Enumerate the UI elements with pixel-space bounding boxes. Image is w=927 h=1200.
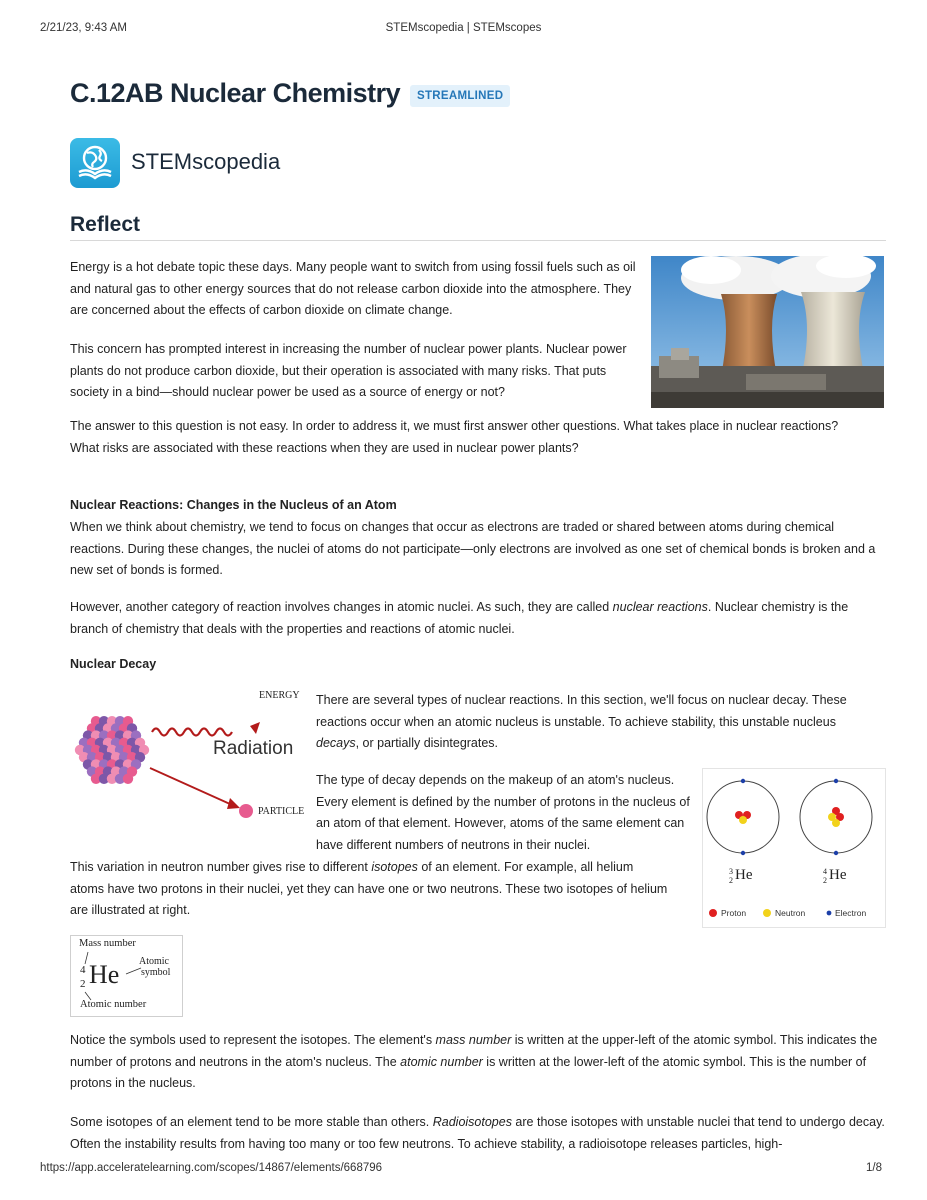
paragraph-symbols [70,1030,886,1095]
print-page-number: 1/8 [866,1162,882,1174]
he4-mass: 4 [823,867,827,876]
he4-number: 2 [823,876,827,885]
label-particle: PARTICLE [258,806,305,817]
term-atomic-number: atomic number [400,1054,483,1069]
paragraph-radioisotopes [70,1112,886,1155]
notation-symbol: He [89,960,120,989]
page-title: C.12AB Nuclear Chemistry [70,78,401,108]
text-span: . Nuclear chemistry is the branch of chemistry that deals with the properties and reactions of atomic nuclei. [70,600,849,636]
text-span: There are several types of nuclear reactions. In this section, we'll focus on nuclear decay. These reactions occur when an atomic nucleus is unstable. To achieve stability, this unstable nucleus [316,693,847,729]
text-span: are those isotopes with unstable nuclei that tend to undergo decay. Often the instability results from having too many or too few neutrons. To achieve stability, a radioisotope releases particles, high- [70,1115,885,1151]
streamlined-badge: STREAMLINED [410,85,510,107]
legend-electron: Electron [835,908,867,918]
legend-neutron: Neutron [775,908,806,918]
helium-isotopes-figure [702,768,886,928]
term-mass-number: mass number [435,1033,512,1047]
label-mass-number: Mass number [79,938,136,949]
brand-name: STEMscopedia [131,149,281,174]
section-heading: Reflect [70,213,141,236]
cooling-towers-photo [651,256,884,408]
he4-symbol: He [829,867,847,883]
print-url: https://app.acceleratelearning.com/scopes/14867/elements/668796 [40,1162,383,1174]
section-divider [70,240,886,241]
paragraph-isotopes [70,857,670,922]
paragraph-nuclear-concern: This concern has prompted interest in increasing the number of nuclear power plants. Nuclear power plants do not produce carbon dioxide, but their operation is associated with many risks. That puts society in a bind—should nuclear power be used as a source of energy or not? [70,342,627,399]
notation-mass: 4 [80,964,86,976]
text-span: , or partially disintegrates. [355,736,499,750]
print-page-title: STEMscopedia | STEMscopes [385,22,542,34]
paragraph-answer-text: The answer to this question is not easy. In order to address it, we must first answer other questions. What takes place in nuclear reactions? What risks are associated with these reactions when they are used in nuclear power plants? [70,419,839,455]
term-isotopes: isotopes [371,860,418,874]
paragraph-chemistry-electrons: When we think about chemistry, we tend to focus on changes that occur as electrons are traded or shared between atoms during chemical reactions. During these changes, the nuclei of atoms do not participate—only electrons are involved as one set of chemical bonds is broken and a new set of bonds is formed. [70,520,876,577]
text-span: is written at the upper-left of the atomic symbol. This indicates the number of protons and neutrons in the atom's nucleus. The [70,1033,878,1069]
label-radiation: Radiation [213,738,294,759]
he3-mass: 3 [729,867,733,876]
paragraph-nuclear-reactions [70,597,886,640]
term-nuclear-reactions: nuclear reactions [612,600,708,614]
label-atomic-number: Atomic number [80,999,147,1010]
text-span: Notice the symbols used to represent the isotopes. The element's [70,1033,436,1047]
print-datetime: 2/21/23, 9:43 AM [40,22,127,34]
text-span: Some isotopes of an element tend to be more stable than others. [70,1115,433,1129]
legend-proton: Proton [721,908,747,918]
he3-symbol: He [735,867,753,883]
label-atomic-symbol-1: Atomic [139,956,169,967]
label-atomic-symbol-2: symbol [141,967,171,978]
term-radioisotopes: Radioisotopes [432,1115,512,1129]
paragraph-answer [70,416,870,459]
paragraph-decay-types [316,690,876,755]
radiation-figure [70,688,306,828]
subheading-nuclear-reactions: Nuclear Reactions: Changes in the Nucleus of an Atom [70,498,397,512]
isotope-notation-figure [70,935,183,1017]
text-span: is written at the lower-left of the atomic symbol. This is the number of protons in the nucleus. [70,1054,867,1090]
subheading-nuclear-decay: Nuclear Decay [70,657,157,671]
text-span: However, another category of reaction involves changes in atomic nuclei. As such, they are called [70,600,613,614]
text-span: of an element. For example, all helium atoms have two protons in their nuclei, yet they can have one or two neutrons. These two isotopes of helium are illustrated at right. [70,860,668,917]
text-span: This variation in neutron number gives rise to different [70,860,372,874]
notation-number: 2 [80,978,86,990]
globe-book-icon [70,138,120,188]
paragraph-decay-makeup: The type of decay depends on the makeup of an atom's nucleus. Every element is defined by the number of protons in the nucleus of an atom of that element. However, atoms of the same element can have different numbers of neutrons in their nuclei. [316,773,690,852]
he3-number: 2 [729,876,733,885]
term-decays: decays [316,736,356,750]
label-energy: ENERGY [259,690,300,701]
paragraph-energy-debate: Energy is a hot debate topic these days. Many people want to switch from using fossil fuels such as oil and natural gas to other energy sources that do not release carbon dioxide into the atmosphere. They are concerned about the effects of carbon dioxide on climate change. [70,260,636,317]
